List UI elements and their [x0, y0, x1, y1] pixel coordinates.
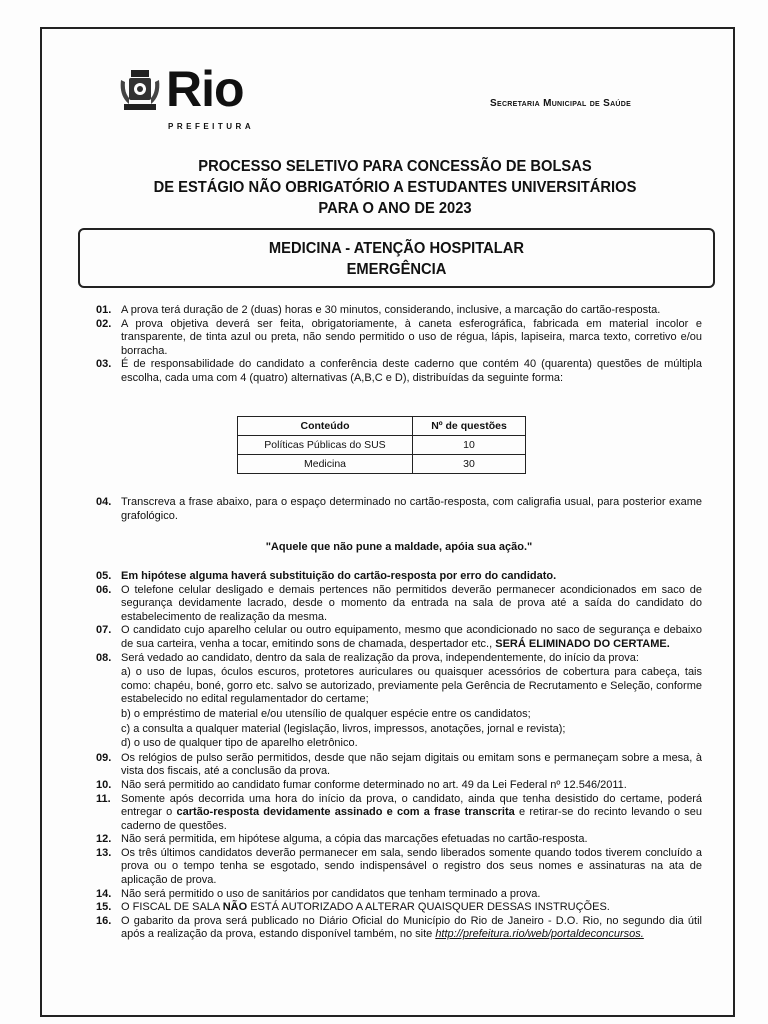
instructions-block-b [96, 570, 702, 942]
item-text: Os três últimos candidatos deverão permanecer em sala, sendo liberados somente quando todos tiverem concluído a prova ou o tempo tenha se esgotado, sendo indispensável o registro dos seus nomes e assinaturas na ata de aplicação de prova. [121, 846, 702, 887]
transcription-phrase: "Aquele que não pune a maldade, apóia sua ação." [265, 541, 533, 553]
table-header: Conteúdo [238, 417, 413, 436]
item-text: Não será permitida, em hipótese alguma, a cópia das marcações efetuadas no cartão-resposta. [121, 833, 588, 846]
rio-prefeitura-logo [118, 61, 255, 134]
instruction-item [96, 570, 702, 584]
table-header-row [238, 417, 526, 436]
item-number: 15. [96, 901, 112, 914]
title-line: DE ESTÁGIO NÃO OBRIGATÓRIO A ESTUDANTES UNIVERSITÁRIOS [153, 179, 637, 196]
item-number: 02. [96, 317, 112, 330]
instruction-item [96, 888, 702, 902]
item-number: 11. [96, 792, 111, 805]
item-text-part: O candidato cujo aparelho celular ou outro equipamento, mesmo que acondicionado no saco de segurança e debaixo de sua carteira, venha a tocar, emitindo sons de chamada, despertador etc., [121, 624, 702, 650]
department-name: Secretaria Municipal de Saúde [490, 98, 632, 109]
item-text-part: Será vedado ao candidato, dentro da sala de realização da prova, independentemente, do início da prova: [121, 651, 639, 664]
instruction-item [96, 318, 702, 359]
item-text: A prova objetiva deverá ser feita, obrigatoriamente, à caneta esferográfica, fabricada em material incolor e transparente, de tinta azul ou preta, não sendo permitido o uso de régua, lápis, lapiseira, marca texto, corretivo e/ou borracha. [121, 317, 702, 357]
item-text: O telefone celular desligado e demais pertences não permitidos deverão permanecer acondicionados em saco de segurança devidamente lacrado, desde o momento da entrada na sala de prova até a saída do candidato do estabelecimento de realização da mesma. [121, 583, 702, 623]
table-row [238, 455, 526, 474]
item-text-part: O FISCAL DE SALA [121, 901, 220, 914]
item-text [121, 915, 702, 942]
exam-area: MEDICINA - ATENÇÃO HOSPITALAR [268, 240, 525, 257]
sub-item: c) a consulta a qualquer material (legislação, livros, impressos, anotações, jornal e revista); [121, 722, 566, 735]
instruction-item [96, 496, 702, 523]
instruction-item [96, 358, 702, 385]
title-line: PROCESSO SELETIVO PARA CONCESSÃO DE BOLSAS [198, 158, 592, 175]
title-line: PARA O ANO DE 2023 [318, 200, 472, 217]
item-text: Não será permitido ao candidato fumar conforme determinado no art. 49 da Lei Federal nº 12.546/2011. [121, 778, 627, 791]
item-text-part: Somente após decorrida uma hora do início da prova, o candidato, ainda que tenha desistido do certame, poderá entregar o [121, 792, 702, 819]
table-cell: 10 [413, 436, 526, 455]
instruction-item [96, 624, 702, 651]
logo-subtitle: PREFEITURA [168, 122, 255, 131]
table-row [238, 436, 526, 455]
item-number: 10. [96, 778, 112, 791]
item-text: Os relógios de pulso serão permitidos, desde que não sejam digitais ou emitam sons e permaneçam sobre a mesa, à vista dos fiscais, até a conclusão da prova. [121, 751, 702, 778]
item-number: 04. [96, 496, 112, 508]
table-cell: Políticas Públicas do SUS [238, 436, 413, 455]
item-number: 16. [96, 914, 112, 927]
item-text: Em hipótese alguma haverá substituição do cartão-resposta por erro do candidato. [121, 570, 557, 582]
item-number: 14. [96, 887, 112, 900]
item-number: 08. [96, 651, 112, 664]
item-bold-text: NÃO [222, 901, 248, 914]
item-number: 07. [96, 624, 112, 637]
item-text-part: e retirar-se do recinto levando o seu caderno de questões. [121, 806, 703, 832]
sub-item: b) o empréstimo de material e/ou utensílio de qualquer espécie entre os candidatos; [121, 707, 531, 720]
item-number: 03. [96, 358, 112, 371]
exam-specialty: EMERGÊNCIA [346, 261, 447, 278]
item-number: 13. [96, 846, 112, 859]
item-text [121, 793, 702, 834]
item-number: 06. [96, 583, 112, 596]
sub-item: a) o uso de lupas, óculos escuros, protetores auriculares ou quaisquer acessórios de cobertura para cabeça, tais como: chapéu, boné, gorro etc. salvo se autorizado, previamente pela Gerência de Recrutamento e Seleção, conforme estabelecido no edital regulamentador do certame; [121, 666, 702, 706]
item-number: 09. [96, 751, 112, 764]
item-bold-text: SERÁ ELIMINADO DO CERTAME. [495, 637, 670, 650]
item-text: Transcreva a frase abaixo, para o espaço determinado no cartão-resposta, com caligrafia usual, para posterior exame grafológico. [121, 496, 702, 522]
item-number: 05. [96, 570, 112, 582]
instruction-item [96, 915, 702, 942]
item-text-part: ESTÁ AUTORIZADO A ALTERAR QUAISQUER DESSAS INSTRUÇÕES. [250, 901, 610, 914]
instruction-item [96, 752, 702, 779]
item-bold-text: cartão-resposta devidamente assinado e com a frase transcrita [176, 806, 515, 819]
item-number: 12. [96, 833, 112, 846]
item-text: A prova terá duração de 2 (duas) horas e 30 minutos, considerando, inclusive, a marcação do cartão-resposta. [121, 304, 661, 316]
exam-area-box [78, 228, 715, 288]
sub-item: d) o uso de qualquer tipo de aparelho eletrônico. [121, 737, 358, 750]
item-text [121, 624, 702, 651]
document-title [124, 156, 667, 219]
instruction-item [96, 584, 702, 625]
instructions-block-04 [96, 496, 702, 523]
instruction-item [96, 847, 702, 888]
instruction-item [96, 901, 702, 915]
portal-link[interactable]: http://prefeitura.rio/web/portaldeconcursos. [435, 928, 644, 941]
coat-of-arms-icon [118, 68, 162, 114]
instructions-block-a [96, 304, 702, 386]
instruction-item [96, 779, 702, 793]
instruction-item [96, 793, 702, 834]
item-text [121, 652, 702, 752]
item-number: 01. [96, 304, 112, 316]
instruction-item [96, 652, 702, 752]
item-text: Não será permitido o uso de sanitários por candidatos que tenham terminado a prova. [121, 887, 541, 900]
instruction-item [96, 833, 702, 847]
table-cell: Medicina [238, 455, 413, 474]
instruction-item [96, 304, 702, 318]
item-text [121, 901, 702, 915]
item-text: É de responsabilidade do candidato a conferência deste caderno que contém 40 (quarenta) questões de múltipla escolha, cada uma com 4 (quatro) alternativas (A,B,C e D), distribuídas da seguinte forma: [121, 358, 702, 384]
question-distribution-table [237, 416, 526, 474]
table-header: Nº de questões [413, 417, 526, 436]
item-text-part: O gabarito da prova será publicado no Diário Oficial do Município do Rio de Janeiro - D.O. Rio, no segundo dia útil após a realização da prova, estando disponível também, no site [121, 914, 702, 941]
table-cell: 30 [413, 455, 526, 474]
logo-wordmark: Rio [166, 61, 244, 117]
